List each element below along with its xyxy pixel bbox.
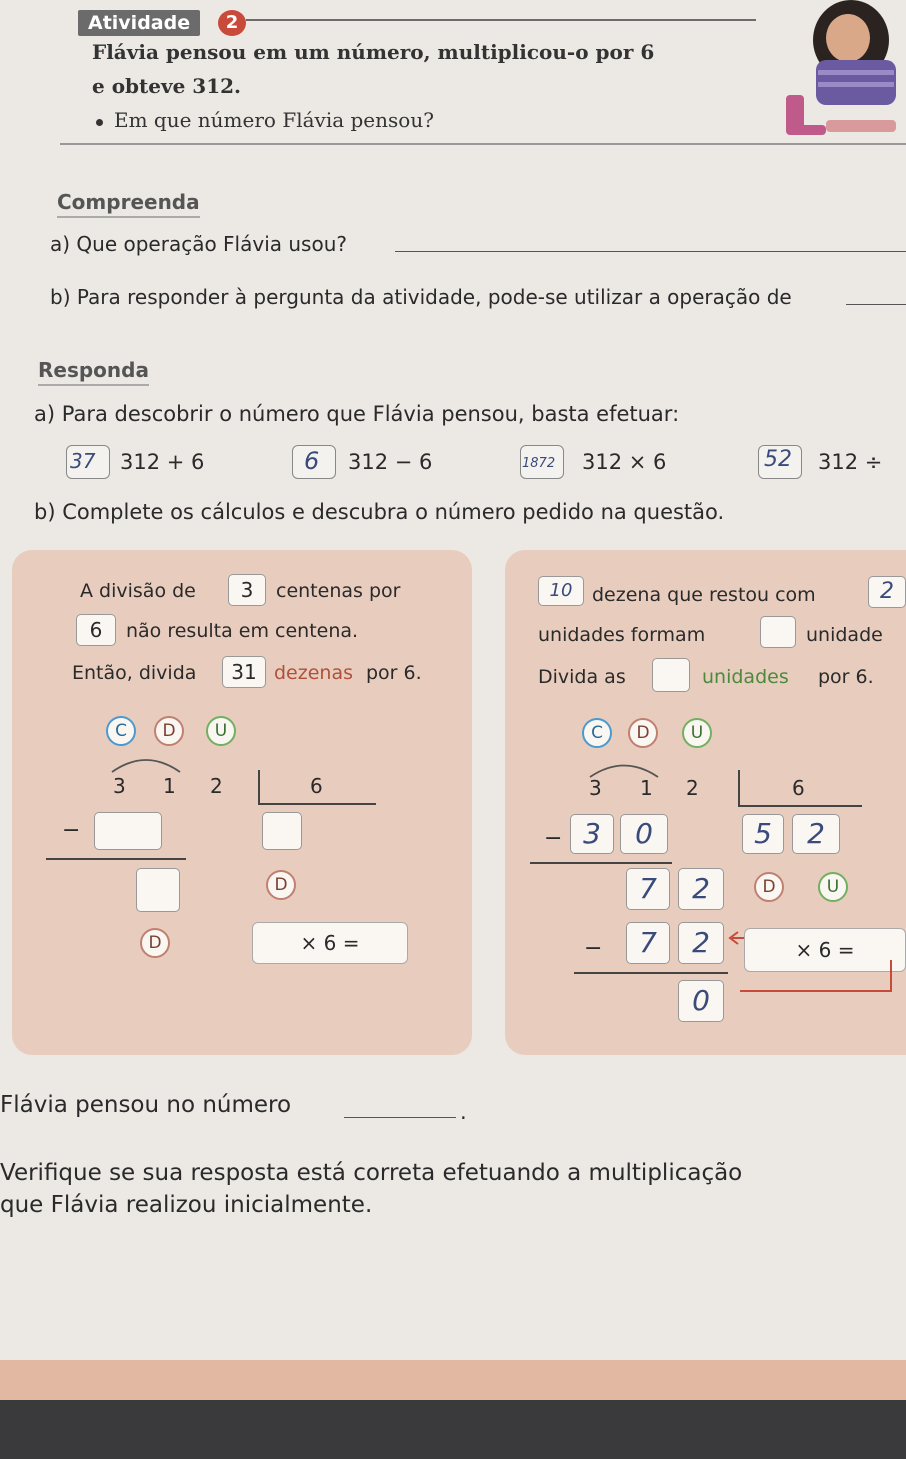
option-text-2: 312 − 6	[348, 450, 433, 474]
option-text-3: 312 × 6	[582, 450, 667, 474]
pr-quot-label-u: U	[818, 872, 848, 902]
verify-line-1: Verifique se sua resposta está correta efetuando a multiplicação	[0, 1160, 743, 1186]
option-mark-2: 6	[304, 447, 320, 475]
pr-division-hline	[738, 805, 862, 807]
pr-minus-1: −	[544, 826, 563, 851]
pr-rem2[interactable]: 0	[678, 980, 724, 1022]
pr-sub2-d[interactable]: 7	[626, 922, 670, 964]
pl-digit-u: 2	[210, 774, 223, 798]
option-text-4: 312 ÷	[818, 450, 883, 474]
section-compreenda: Compreenda	[57, 190, 200, 218]
answer-blank[interactable]	[344, 1098, 456, 1118]
header-divider	[246, 19, 776, 21]
bottom-shadow	[0, 1400, 906, 1459]
pl-quot-label: D	[266, 870, 296, 900]
responda-a: a) Para descobrir o número que Flávia pensou, basta efetuar:	[34, 402, 680, 426]
pl-line2: não resulta em centena.	[126, 620, 359, 642]
activity-label: Atividade	[78, 10, 200, 36]
pl-division-hline	[258, 803, 376, 805]
problem-line-2: e obteve 312.	[92, 74, 241, 98]
bottom-band	[0, 1360, 906, 1400]
pl-divisor: 6	[310, 774, 323, 798]
girl-illustration	[756, 0, 906, 140]
option-mark-3: 1872	[522, 456, 556, 471]
answer-period: .	[460, 1100, 467, 1124]
pl-line3-b: dezenas	[274, 662, 353, 684]
answer-line-b[interactable]	[846, 285, 906, 305]
pr-sub-line-2	[574, 972, 728, 974]
pl-mult-box[interactable]: × 6 =	[252, 922, 408, 964]
verify-line-2: que Flávia realizou inicialmente.	[0, 1192, 373, 1218]
pr-rem1-u[interactable]: 2	[678, 868, 724, 910]
answer-text: Flávia pensou no número	[0, 1092, 292, 1118]
pr-line2-b: unidade	[806, 624, 883, 646]
pl-circle-d: D	[154, 716, 184, 746]
pl-box-2[interactable]: 6	[76, 614, 116, 646]
bullet	[96, 119, 103, 126]
problem-line-1: Flávia pensou em um número, multiplicou-o por 6	[92, 40, 655, 64]
pr-sub2-u[interactable]: 2	[678, 922, 724, 964]
pr-sub1-d[interactable]: 3	[570, 814, 614, 854]
pl-line3-c: por 6.	[366, 662, 422, 684]
pl-line1-b: centenas por	[276, 580, 401, 602]
pl-box-3[interactable]: 31	[222, 656, 266, 688]
option-mark-1: 37	[70, 449, 96, 473]
pr-line3-c: por 6.	[818, 666, 874, 688]
pr-box-1[interactable]: 10	[538, 576, 584, 606]
pr-digit-u: 2	[686, 776, 699, 800]
pr-rem1-d[interactable]: 7	[626, 868, 670, 910]
pl-digit-c: 3	[113, 774, 126, 798]
pl-circle-c: C	[106, 716, 136, 746]
pr-red-vline	[890, 960, 892, 992]
pr-sub1-u[interactable]: 0	[620, 814, 668, 854]
option-mark-4: 52	[764, 447, 792, 472]
answer-line-a[interactable]	[395, 232, 906, 252]
pr-line3-a: Divida as	[538, 666, 626, 688]
pr-circle-u: U	[682, 718, 712, 748]
question: Em que número Flávia pensou?	[114, 108, 434, 132]
pr-box-3[interactable]	[760, 616, 796, 648]
header-rule	[60, 143, 906, 145]
section-responda: Responda	[38, 358, 149, 386]
pr-line3-b: unidades	[702, 666, 789, 688]
pl-arc	[108, 752, 188, 776]
responda-b: b) Complete os cálculos e descubra o número pedido na questão.	[34, 500, 725, 524]
option-text-1: 312 + 6	[120, 450, 205, 474]
pr-minus-2: −	[584, 936, 603, 961]
pr-quot-label-d: D	[754, 872, 784, 902]
pr-division-bar	[738, 770, 740, 806]
compreenda-a: a) Que operação Flávia usou?	[50, 232, 348, 256]
compreenda-b: b) Para responder à pergunta da atividade, pode-se utilizar a operação de	[50, 285, 792, 309]
pl-circle-u: U	[206, 716, 236, 746]
pr-sub-line-1	[530, 862, 672, 864]
pl-minus: −	[62, 818, 81, 843]
pr-quot-d[interactable]: 5	[742, 814, 784, 854]
pl-line3-a: Então, divida	[72, 662, 197, 684]
pr-box-4[interactable]	[652, 658, 690, 692]
pr-digit-d: 1	[640, 776, 653, 800]
pr-red-line	[740, 990, 892, 992]
pl-line1-a: A divisão de	[80, 580, 196, 602]
pr-circle-d: D	[628, 718, 658, 748]
pr-line1-b: dezena que restou com	[592, 584, 816, 606]
pl-sub-line	[46, 858, 186, 860]
pr-quot-u[interactable]: 2	[792, 814, 840, 854]
pr-circle-c: C	[582, 718, 612, 748]
pl-division-bar	[258, 770, 260, 804]
pl-rem-box[interactable]	[136, 868, 180, 912]
pr-digit-c: 3	[589, 776, 602, 800]
pr-box-2[interactable]: 2	[868, 576, 906, 608]
pr-divisor: 6	[792, 776, 805, 800]
pr-mult-box[interactable]: × 6 =	[744, 928, 906, 972]
pr-line2-a: unidades formam	[538, 624, 706, 646]
pl-rem-label: D	[140, 928, 170, 958]
pl-box-1[interactable]: 3	[228, 574, 266, 606]
pl-sub-box[interactable]	[94, 812, 162, 850]
pl-digit-d: 1	[163, 774, 176, 798]
pl-quot-box[interactable]	[262, 812, 302, 850]
activity-number: 2	[218, 10, 246, 36]
